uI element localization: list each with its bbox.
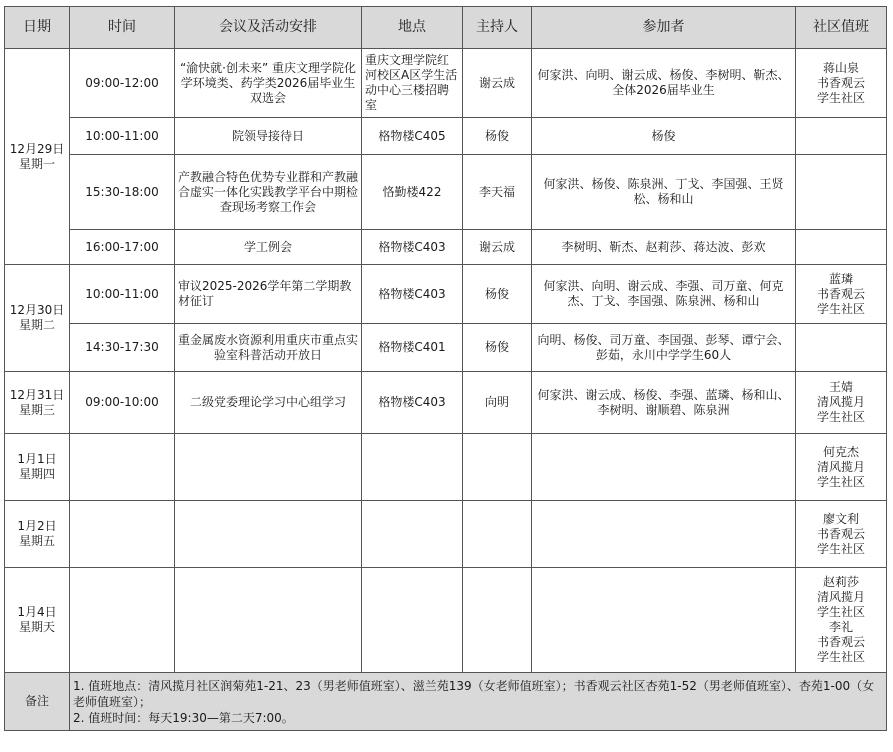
table-row	[5, 372, 887, 434]
weekday-text: 星期四	[18, 467, 55, 481]
activity-cell: “渝快就·创未来” 重庆文理学院化学环境类、药学类2026届毕业生双选会	[175, 49, 362, 118]
duty-cell	[796, 501, 887, 568]
time-cell: 16:00-17:00	[70, 230, 175, 265]
host-cell: 向明	[463, 372, 532, 434]
weekday-text: 星期三	[18, 402, 55, 417]
header-duty: 社区值班	[796, 7, 887, 49]
activity-cell: 重金属废水资源利用重庆市重点实验室科普活动开放日	[175, 324, 362, 372]
duty-community: 书香观云	[816, 286, 865, 301]
table-row	[5, 230, 887, 265]
header-location: 地点	[362, 7, 463, 49]
host-cell	[463, 501, 532, 568]
duty-area: 学生社区	[816, 410, 865, 424]
table-row	[5, 324, 887, 372]
date-text: 12月29日	[9, 141, 65, 156]
date-text: 1月2日	[17, 519, 57, 533]
duty-community: 书香观云	[816, 75, 865, 90]
duty-cell	[796, 372, 887, 434]
duty-community: 书香观云	[816, 635, 865, 649]
location-cell: 格物楼C403	[362, 230, 463, 265]
location-cell: 格物楼C403	[362, 265, 463, 324]
table-row	[5, 49, 887, 118]
location-cell	[362, 501, 463, 568]
host-cell: 杨俊	[463, 265, 532, 324]
host-cell	[463, 568, 532, 673]
date-text: 12月31日	[9, 387, 65, 402]
header-host: 主持人	[463, 7, 532, 49]
participants-cell: 李树明、靳杰、赵莉莎、蒋达波、彭欢	[532, 230, 796, 265]
date-cell	[5, 372, 70, 434]
duty-community: 清风揽月	[816, 395, 865, 409]
notes-line: 1. 值班地点：清风揽月社区润菊苑1-21、23（男老师值班室）、滋兰苑139（女老师值班室）；书香观云社区杏苑1-52（男老师值班室）、杏苑1-00（女老师值班室）；	[73, 678, 875, 709]
weekday-text: 星期五	[18, 534, 55, 548]
duty-cell	[796, 155, 887, 230]
participants-cell	[532, 434, 796, 501]
duty-area: 学生社区	[816, 541, 865, 556]
duty-cell	[796, 230, 887, 265]
header-row	[5, 7, 887, 49]
location-cell: 恪勤楼422	[362, 155, 463, 230]
table-row	[5, 568, 887, 673]
host-cell: 杨俊	[463, 324, 532, 372]
duty-cell	[796, 434, 887, 501]
duty-cell	[796, 118, 887, 155]
notes-line: 2. 值班时间：每天19:30—第二天7:00。	[73, 710, 294, 725]
participants-cell: 何家洪、杨俊、陈泉洲、丁戈、李国强、王贤松、杨和山	[532, 155, 796, 230]
host-cell: 杨俊	[463, 118, 532, 155]
duty-area: 学生社区	[816, 605, 865, 619]
duty-area: 学生社区	[816, 474, 865, 489]
activity-cell: 院领导接待日	[175, 118, 362, 155]
duty-person: 王婧	[828, 380, 853, 394]
time-cell	[70, 568, 175, 673]
duty-cell	[796, 568, 887, 673]
header-date: 日期	[5, 7, 70, 49]
date-text: 1月1日	[17, 452, 57, 466]
duty-area: 学生社区	[816, 90, 865, 105]
time-cell: 09:00-12:00	[70, 49, 175, 118]
table-row	[5, 118, 887, 155]
time-cell: 15:30-18:00	[70, 155, 175, 230]
location-cell	[362, 434, 463, 501]
weekday-text: 星期天	[18, 620, 55, 634]
host-cell	[463, 434, 532, 501]
time-cell	[70, 501, 175, 568]
location-cell: 格物楼C403	[362, 372, 463, 434]
time-cell: 10:00-11:00	[70, 265, 175, 324]
activity-cell	[175, 434, 362, 501]
activity-cell: 学工例会	[175, 230, 362, 265]
activity-cell: 产教融合特色优势专业群和产教融合虚实一体化实践教学平台中期检查现场考察工作会	[175, 155, 362, 230]
table-row	[5, 501, 887, 568]
participants-cell	[532, 568, 796, 673]
date-text: 12月30日	[9, 303, 65, 317]
location-cell: 格物楼C405	[362, 118, 463, 155]
date-cell	[5, 501, 70, 568]
participants-cell: 杨俊	[532, 118, 796, 155]
host-cell: 谢云成	[463, 49, 532, 118]
notes-content	[70, 673, 887, 731]
participants-cell	[532, 501, 796, 568]
duty-cell	[796, 265, 887, 324]
activity-cell	[175, 501, 362, 568]
time-cell: 14:30-17:30	[70, 324, 175, 372]
duty-area: 学生社区	[816, 301, 865, 316]
header-activity: 会议及活动安排	[175, 7, 362, 49]
date-cell	[5, 568, 70, 673]
activity-cell: 审议2025-2026学年第二学期教材征订	[175, 265, 362, 324]
duty-cell	[796, 49, 887, 118]
location-cell: 重庆文理学院红河校区A区学生活动中心三楼招聘室	[362, 49, 463, 118]
duty-community: 清风揽月	[816, 590, 865, 604]
notes-label: 备注	[5, 673, 70, 731]
duty-area: 学生社区	[816, 650, 865, 664]
table-row	[5, 265, 887, 324]
date-text: 1月4日	[17, 605, 57, 619]
notes-row	[5, 673, 887, 731]
schedule-table	[4, 6, 887, 731]
participants-cell: 何家洪、向明、谢云成、杨俊、李树明、靳杰、全体2026届毕业生	[532, 49, 796, 118]
duty-community: 书香观云	[816, 526, 865, 541]
date-cell	[5, 49, 70, 265]
host-cell: 谢云成	[463, 230, 532, 265]
date-cell	[5, 265, 70, 372]
participants-cell: 何家洪、谢云成、杨俊、李强、蓝璘、杨和山、李树明、谢顺碧、陈泉洲	[532, 372, 796, 434]
table-row	[5, 434, 887, 501]
duty-person: 李礼	[828, 620, 853, 634]
participants-cell: 向明、杨俊、司万童、李国强、彭琴、谭宁会、彭茹，永川中学学生60人	[532, 324, 796, 372]
duty-community: 清风揽月	[816, 459, 865, 474]
time-cell	[70, 434, 175, 501]
location-cell	[362, 568, 463, 673]
duty-person: 赵莉莎	[822, 575, 859, 589]
duty-cell	[796, 324, 887, 372]
duty-person: 蓝璘	[828, 271, 853, 286]
activity-cell: 二级党委理论学习中心组学习	[175, 372, 362, 434]
date-cell	[5, 434, 70, 501]
header-participants: 参加者	[532, 7, 796, 49]
table-row	[5, 155, 887, 230]
time-cell: 09:00-10:00	[70, 372, 175, 434]
activity-cell	[175, 568, 362, 673]
weekday-text: 星期一	[18, 156, 55, 171]
duty-person: 蒋山泉	[822, 60, 859, 75]
participants-cell: 何家洪、向明、谢云成、李强、司万童、何克杰、丁戈、李国强、陈泉洲、杨和山	[532, 265, 796, 324]
location-cell: 格物楼C401	[362, 324, 463, 372]
duty-person: 何克杰	[822, 444, 859, 459]
host-cell: 李天福	[463, 155, 532, 230]
time-cell: 10:00-11:00	[70, 118, 175, 155]
weekday-text: 星期二	[18, 318, 55, 332]
duty-person: 廖文利	[822, 511, 859, 526]
header-time: 时间	[70, 7, 175, 49]
